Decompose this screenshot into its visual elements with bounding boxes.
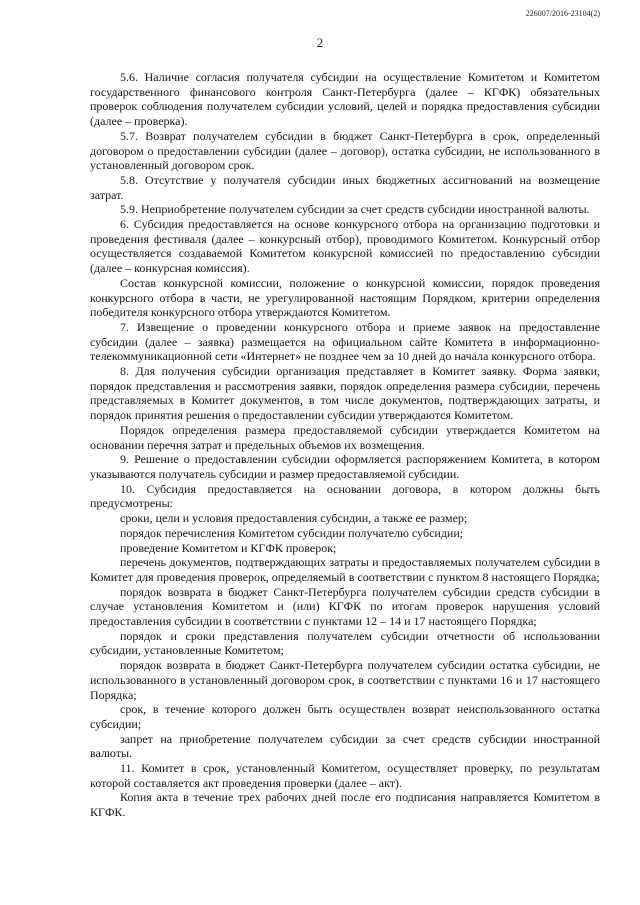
- paragraph-11-copy: Копия акта в течение трех рабочих дней после его подписания направляется Комитетом в КГФК.: [90, 790, 600, 820]
- list-item-currency-ban: запрет на приобретение получателем субсидии за счет средств субсидии иностранной валюты.: [90, 731, 600, 761]
- list-item-remainder: порядок возврата в бюджет Санкт-Петербурга получателем субсидии остатка субсидии, не использованного в установленный договором срок, в соответствии с пунктами 16 и 17 настоящего Порядка;: [90, 658, 600, 702]
- paragraph-8-size: Порядок определения размера предоставляемой субсидии утверждается Комитетом на основании перечня затрат и предельных объемов их возмещения.: [90, 422, 600, 452]
- paragraph-8: 8. Для получения субсидии организация представляет в Комитет заявку. Форма заявки, порядок представления и рассмотрения заявки, порядок определения размера субсидии, перечень представляемых в Комитет документов, в том числе документов, подтверждающих затраты, и порядок принятия решения о предоставлении субсидии утверждаются Комитетом.: [90, 364, 600, 423]
- paragraph-5-6: 5.6. Наличие согласия получателя субсидии на осуществление Комитетом и Комитетом государственного финансового контроля Санкт-Петербурга (далее – КГФК) обязательных проверок соблюдения получателем субсидии условий, целей и порядка предоставления субсидии (далее – проверка).: [90, 70, 600, 129]
- paragraph-5-7: 5.7. Возврат получателем субсидии в бюджет Санкт-Петербурга в срок, определенный договором о предоставлении субсидии (далее – договор), остатка субсидии, не использованного в установленный договором срок.: [90, 128, 600, 173]
- paragraph-11: 11. Комитет в срок, установленный Комитетом, осуществляет проверку, по результатам которой составляется акт проведения проверки (далее – акт).: [90, 761, 600, 790]
- paragraph-10: 10. Субсидия предоставляется на основании договора, в котором должны быть предусмотрены:: [90, 481, 600, 511]
- page-number: 2: [316, 35, 324, 50]
- list-item-reporting: порядок и сроки представления получателем субсидии отчетности об использовании субсидии, установленные Комитетом;: [90, 628, 600, 658]
- document-code: 226007/2016-23104(2): [525, 9, 600, 18]
- paragraph-9: 9. Решение о предоставлении субсидии оформляется распоряжением Комитета, в котором указываются получатель субсидии и размер предоставляемой субсидии.: [90, 452, 600, 481]
- paragraph-6-commission: Состав конкурсной комиссии, положение о конкурсной комиссии, порядок проведения конкурсного отбора в части, не урегулированной настоящим Порядком, критерии определения победителя конкурсного отбора утверждаются Комитетом.: [90, 275, 600, 320]
- paragraph-5-8: 5.8. Отсутствие у получателя субсидии иных бюджетных ассигнований на возмещение затрат.: [90, 172, 600, 202]
- list-item-inspections: проведение Комитетом и КГФК проверок;: [120, 540, 337, 555]
- paragraph-7: 7. Извещение о проведении конкурсного отбора и приеме заявок на предоставление субсидии (далее – заявка) размещается на официальном сайте Комитета в информационно-телекоммуникационной сети «Интернет» не позднее чем за 10 дней до начала конкурсного отбора.: [90, 319, 600, 364]
- list-item-refund: порядок возврата в бюджет Санкт-Петербурга получателем субсидии средств субсидии в случае установления Комитетом и (или) КГФК по итогам проверок нарушения условий предоставления субсидии в соответствии с пунктами 12 – 14 и 17 настоящего Порядка;: [90, 584, 600, 629]
- list-item-terms: сроки, цели и условия предоставления субсидии, а также ее размер;: [120, 511, 468, 526]
- list-item-transfer: порядок перечисления Комитетом субсидии получателю субсидии;: [120, 525, 464, 540]
- list-item-documents: перечень документов, подтверждающих затраты и предоставляемых получателем субсидии в Комитет для проведения проверок, определяемый в соответствии с пунктом 8 настоящего Порядка;: [90, 555, 600, 584]
- document-body: [90, 70, 600, 820]
- paragraph-6: 6. Субсидия предоставляется на основе конкурсного отбора на организацию подготовки и проведения фестиваля (далее – конкурсный отбор), проводимого Комитетом. Конкурсный отбор осуществляется создаваемой Комитетом конкурсной комиссией по предоставлению субсидии (далее – конкурсная комиссия).: [90, 217, 600, 276]
- paragraph-5-9: 5.9. Неприобретение получателем субсидии за счет средств субсидии иностранной валюты.: [120, 202, 590, 217]
- list-item-deadline: срок, в течение которого должен быть осуществлен возврат неиспользованного остатка субсидии;: [90, 702, 600, 731]
